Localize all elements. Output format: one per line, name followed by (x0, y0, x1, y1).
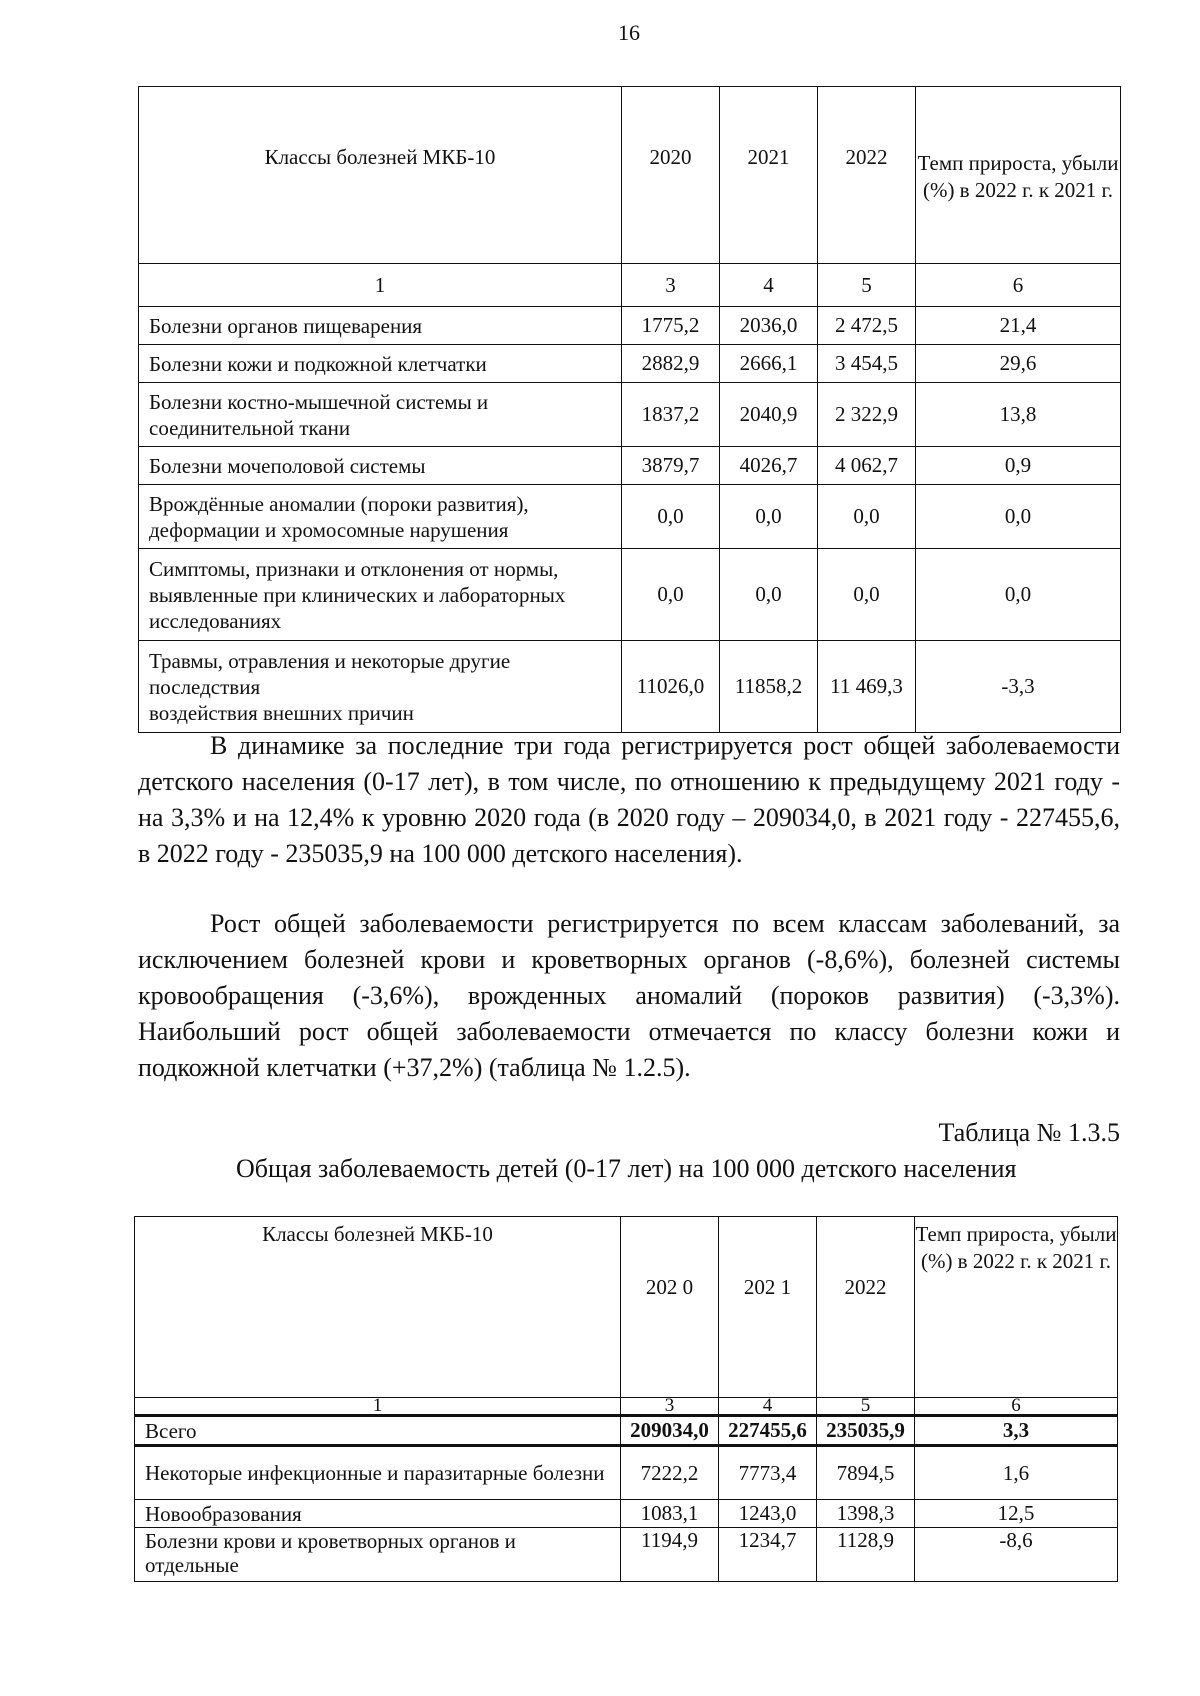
cell-2022: 2 472,5 (818, 307, 916, 345)
cell-2021: 1234,7 (719, 1528, 817, 1582)
cell-2022: 1128,9 (817, 1528, 915, 1582)
cell-2021: 7773,4 (719, 1446, 817, 1500)
cell-2022: 235035,9 (817, 1416, 915, 1446)
cell-2022: 3 454,5 (818, 345, 916, 383)
col-number: 5 (817, 1398, 915, 1416)
col-number: 6 (915, 1398, 1118, 1416)
cell-2020: 3879,7 (622, 447, 720, 485)
table-row-total (135, 1416, 1118, 1446)
cell-2021: 2040,9 (720, 383, 818, 447)
cell-2020: 11026,0 (622, 641, 720, 733)
column-number-row (135, 1398, 1118, 1416)
cell-rate: 29,6 (916, 345, 1121, 383)
col-number: 4 (719, 1398, 817, 1416)
cell-2020: 7222,2 (621, 1446, 719, 1500)
cell-rate: 21,4 (916, 307, 1121, 345)
cell-2020: 0,0 (622, 549, 720, 641)
column-number-row (139, 264, 1121, 307)
table-header-row (135, 1217, 1118, 1398)
cell-2020: 1194,9 (621, 1528, 719, 1582)
col-number: 6 (916, 264, 1121, 307)
table-row (135, 1446, 1118, 1500)
table-row (135, 1528, 1118, 1582)
col-number: 3 (622, 264, 720, 307)
cell-rate: 13,8 (916, 383, 1121, 447)
cell-rate: 0,9 (916, 447, 1121, 485)
general-morbidity-table (134, 1216, 1118, 1582)
row-label: Всего (135, 1416, 621, 1446)
header-rate: Темп прироста, убыли (%) в 2022 г. к 2021 г. (915, 1217, 1118, 1398)
row-label: Болезни мочеполовой системы (139, 447, 622, 485)
cell-2022: 4 062,7 (818, 447, 916, 485)
cell-2022: 1398,3 (817, 1500, 915, 1528)
table-header-row (139, 87, 1121, 264)
row-label: Симптомы, признаки и отклонения от нормы, выявленные при клинических и лабораторных исследованиях (139, 549, 622, 641)
table-row (139, 485, 1121, 549)
cell-2021: 11858,2 (720, 641, 818, 733)
col-number: 4 (720, 264, 818, 307)
paragraph-dynamics: В динамике за последние три года регистрируется рост общей заболеваемости детского населения (0-17 лет), в том числе, по отношению к предыдущему 2021 году - на 3,3% и на 12,4% к уровню 2020 года (в 2020 году – 209034,0, в 2021 году - 227455,6, в 2022 году - 235035,9 на 100 000 детского населения). (138, 731, 1120, 868)
cell-2020: 209034,0 (621, 1416, 719, 1446)
table-row (139, 307, 1121, 345)
cell-rate: 12,5 (915, 1500, 1118, 1528)
cell-2020: 2882,9 (622, 345, 720, 383)
cell-2021: 4026,7 (720, 447, 818, 485)
table-row (135, 1500, 1118, 1528)
col-number: 1 (135, 1398, 621, 1416)
row-label: Болезни костно-мышечной системы и соединительной ткани (139, 383, 622, 447)
cell-2022: 0,0 (818, 485, 916, 549)
table-row (139, 549, 1121, 641)
cell-2020: 1083,1 (621, 1500, 719, 1528)
table-row (139, 345, 1121, 383)
row-label: Новообразования (135, 1500, 621, 1528)
row-label-line1: Травмы, отравления и некоторые другие последствия (149, 648, 511, 699)
row-label-line2: воздействия внешних причин (149, 700, 414, 725)
row-label: Врождённые аномалии (пороки развития), деформации и хромосомные нарушения (139, 485, 622, 549)
cell-2021: 2666,1 (720, 345, 818, 383)
cell-rate: -3,3 (916, 641, 1121, 733)
row-label: Болезни крови и кроветворных органов и отдельные (135, 1528, 621, 1582)
morbidity-table-continued (138, 86, 1121, 733)
page-number: 16 (618, 20, 640, 45)
row-label: Болезни органов пищеварения (139, 307, 622, 345)
cell-2021: 227455,6 (719, 1416, 817, 1446)
table-caption: Общая заболеваемость детей (0-17 лет) на 100 000 детского населения (236, 1154, 1017, 1183)
table-row (139, 641, 1121, 733)
cell-2022: 0,0 (818, 549, 916, 641)
cell-2022: 2 322,9 (818, 383, 916, 447)
header-2021: 2021 (720, 87, 818, 264)
cell-rate: 3,3 (915, 1416, 1118, 1446)
header-2020: 2020 (622, 87, 720, 264)
cell-2022: 7894,5 (817, 1446, 915, 1500)
header-2022: 2022 (818, 87, 916, 264)
cell-2021: 0,0 (720, 549, 818, 641)
cell-rate: 0,0 (916, 549, 1121, 641)
header-2021: 202 1 (719, 1217, 817, 1398)
header-rate: Темп прироста, убыли (%) в 2022 г. к 2021 г. (916, 87, 1121, 264)
cell-2020: 1837,2 (622, 383, 720, 447)
cell-2022: 11 469,3 (818, 641, 916, 733)
header-2022: 2022 (817, 1217, 915, 1398)
paragraph-growth: Рост общей заболеваемости регистрируется по всем классам заболеваний, за исключением болезней крови и кроветворных органов (-8,6%), болезней системы кровообращения (-3,6%), врожденных аномалий (пороков развития) (-3,3%). Наибольший рост общей заболеваемости отмечается по классу болезни кожи и подкожной клетчатки (+37,2%) (таблица № 1.2.5). (138, 909, 1120, 1082)
cell-2021: 1243,0 (719, 1500, 817, 1528)
table-number-label: Таблица № 1.3.5 (938, 1118, 1120, 1147)
cell-rate: 0,0 (916, 485, 1121, 549)
cell-2020: 1775,2 (622, 307, 720, 345)
cell-rate: 1,6 (915, 1446, 1118, 1500)
table-row (139, 383, 1121, 447)
row-label (139, 641, 622, 733)
header-classes: Классы болезней МКБ-10 (135, 1217, 621, 1398)
cell-2021: 2036,0 (720, 307, 818, 345)
table-row (139, 447, 1121, 485)
row-label: Некоторые инфекционные и паразитарные болезни (135, 1446, 621, 1500)
cell-rate: -8,6 (915, 1528, 1118, 1582)
col-number: 1 (139, 264, 622, 307)
col-number: 3 (621, 1398, 719, 1416)
row-label: Болезни кожи и подкожной клетчатки (139, 345, 622, 383)
col-number: 5 (818, 264, 916, 307)
header-classes: Классы болезней МКБ-10 (139, 87, 622, 264)
header-2020: 202 0 (621, 1217, 719, 1398)
cell-2021: 0,0 (720, 485, 818, 549)
cell-2020: 0,0 (622, 485, 720, 549)
